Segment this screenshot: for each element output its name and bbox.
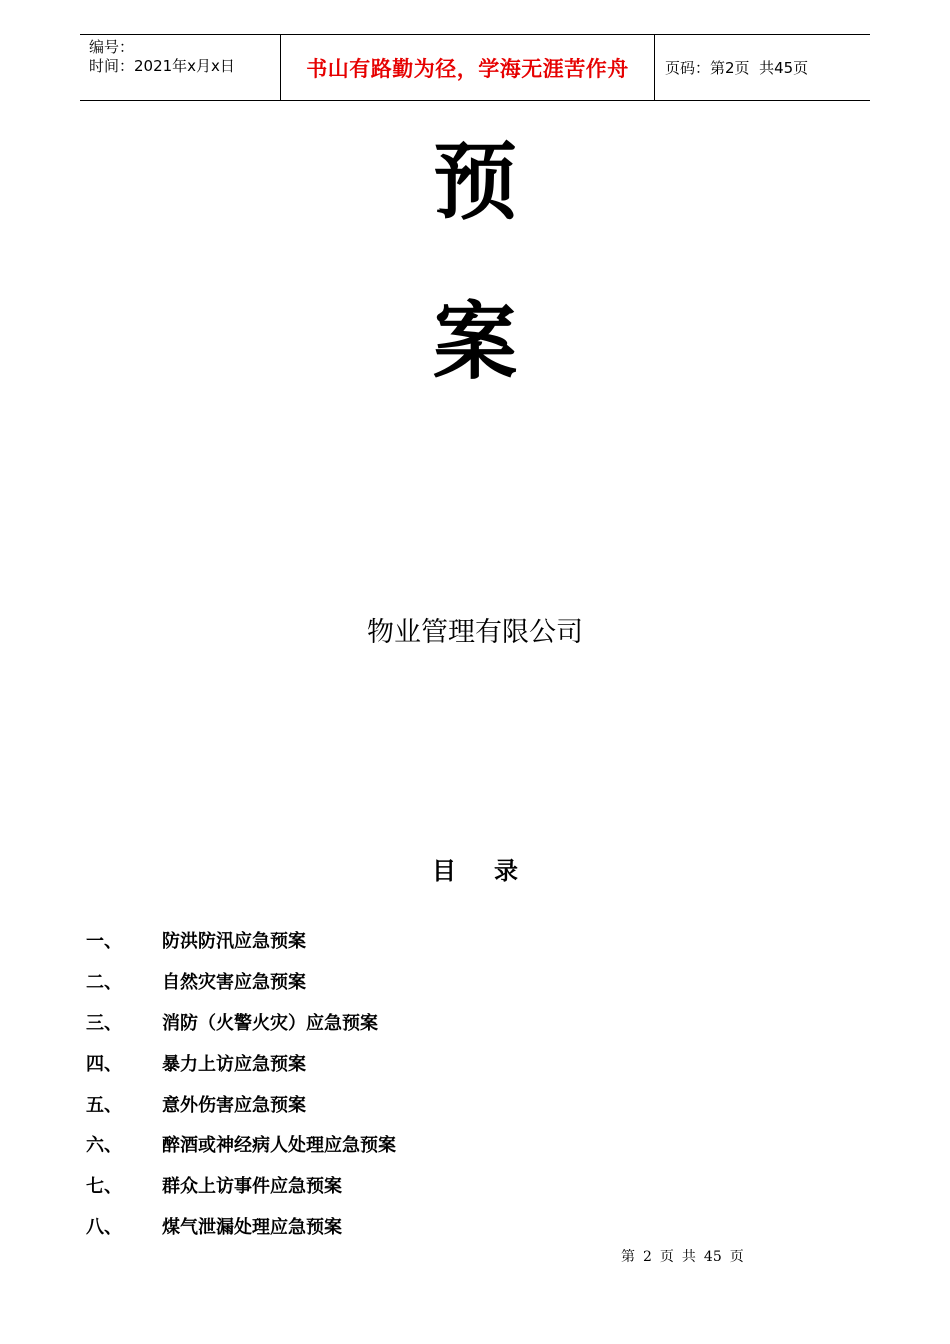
page-header	[80, 34, 870, 101]
toc-item[interactable]	[86, 1124, 786, 1165]
footer-di: 第	[621, 1249, 635, 1265]
toc-item-text: 自然灾害应急预案	[162, 972, 306, 994]
footer-total-pages: 45	[703, 1249, 722, 1265]
footer-ye: 页	[659, 1249, 674, 1265]
toc-item-text: 群众上访事件应急预案	[162, 1176, 342, 1198]
toc-item[interactable]	[86, 1042, 786, 1083]
toc-title-part-1: 目	[432, 856, 456, 885]
toc-item-number: 八、	[86, 1216, 122, 1238]
toc-title	[0, 851, 950, 886]
footer-ye-2: 页	[729, 1249, 744, 1265]
toc-item-text: 煤气泄漏处理应急预案	[162, 1216, 342, 1238]
toc-item[interactable]	[86, 920, 786, 961]
toc-item-text: 醉酒或神经病人处理应急预案	[162, 1135, 396, 1157]
toc-list	[86, 920, 786, 1246]
toc-item[interactable]	[86, 1165, 786, 1206]
toc-item-text: 防洪防汛应急预案	[162, 931, 306, 953]
toc-item-text: 暴力上访应急预案	[162, 1053, 306, 1075]
toc-item[interactable]	[86, 1002, 786, 1043]
title-char-2: 案	[432, 292, 517, 391]
footer-gong: 共	[681, 1249, 696, 1265]
page-info-text: 页码：第2页 共45页	[665, 59, 809, 77]
toc-item-number: 三、	[86, 1012, 122, 1034]
toc-item-number: 六、	[86, 1135, 122, 1157]
toc-item-number: 四、	[86, 1053, 122, 1075]
company-name: 物业管理有限公司	[367, 617, 583, 648]
toc-item-text: 意外伤害应急预案	[162, 1094, 306, 1116]
toc-item[interactable]	[86, 961, 786, 1002]
title-char-1: 预	[432, 132, 517, 231]
footer-page-number: 2	[643, 1249, 652, 1265]
toc-item-number: 一、	[86, 931, 122, 953]
header-page-info	[655, 35, 870, 100]
time-label: 时间：2021年x月x日	[89, 57, 235, 75]
number-label: 编号：	[89, 38, 135, 56]
header-meta	[80, 35, 281, 100]
toc-item-number: 二、	[86, 972, 122, 994]
toc-title-part-2: 录	[494, 856, 518, 885]
toc-item[interactable]	[86, 1206, 786, 1247]
toc-item-number: 五、	[86, 1094, 122, 1116]
toc-item-number: 七、	[86, 1176, 122, 1198]
page-footer	[621, 1246, 752, 1266]
toc-item-text: 消防（火警火灾）应急预案	[162, 1012, 378, 1034]
toc-item[interactable]	[86, 1083, 786, 1124]
header-motto: 书山有路勤为径，学海无涯苦作舟	[281, 35, 655, 100]
